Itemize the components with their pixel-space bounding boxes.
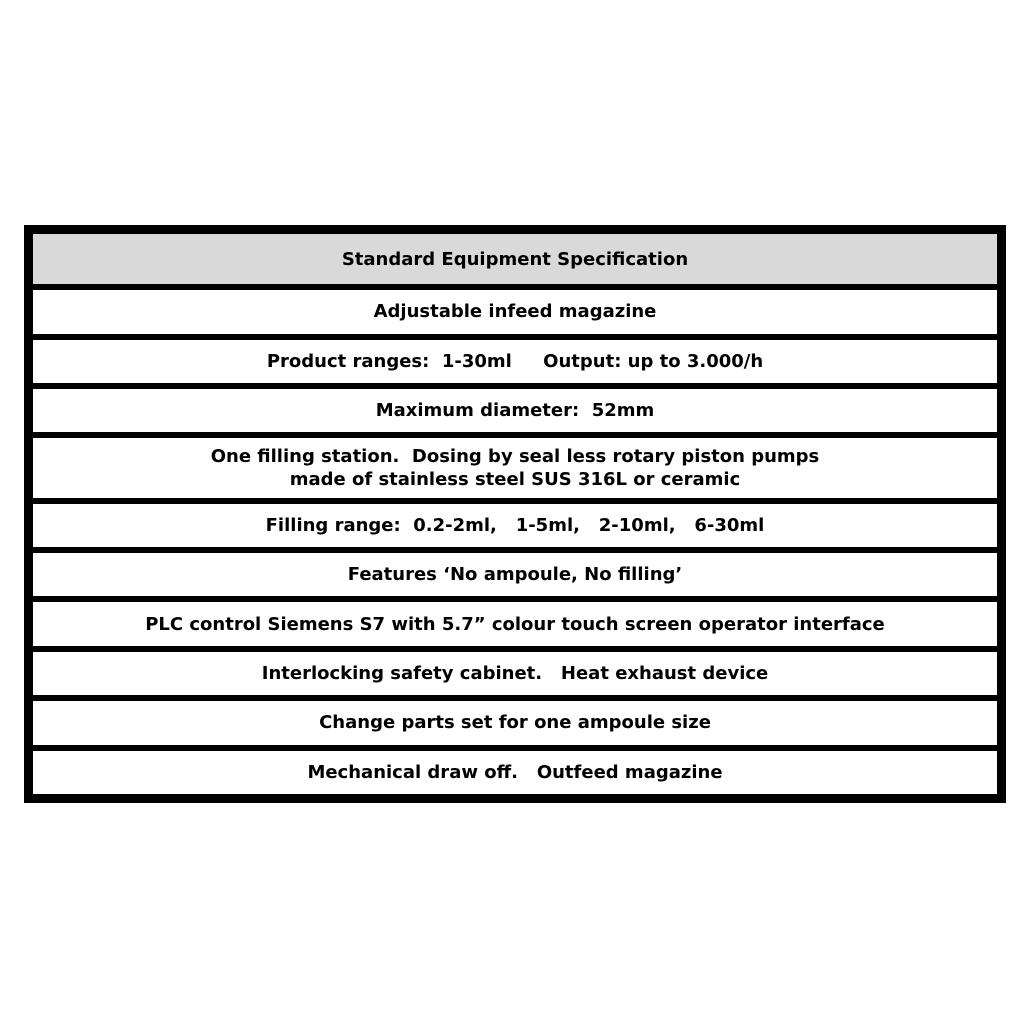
row-text: PLC control Siemens S7 with 5.7” colour touch screen operator interface [145,613,885,635]
row-text: Maximum diameter: 52mm [375,400,655,422]
table-row [33,701,997,744]
row-text: Change parts set for one ampoule size [319,712,711,734]
row-text-line-1: One filling station. Dosing by seal less rotary piston pumps [210,446,820,468]
table-header-title: Standard Equipment Specification [341,248,689,270]
table-row [33,504,997,547]
row-text: Product ranges: 1-30ml Output: up to 3.000/h [266,350,764,372]
specification-table [24,225,1006,803]
table-row [33,553,997,596]
table-row [33,751,997,794]
table-row [33,290,997,333]
table-row [33,340,997,383]
table-row [33,438,997,497]
table-row [33,652,997,695]
table-row [33,389,997,432]
row-text: Filling range: 0.2-2ml, 1-5ml, 2-10ml, 6-30ml [265,514,765,536]
row-text: Features ‘No ampoule, No filling’ [347,564,683,586]
row-text: Adjustable infeed magazine [373,301,657,323]
row-text: Mechanical draw off. Outfeed magazine [307,761,723,783]
row-text-line-2: made of stainless steel SUS 316L or ceramic [289,469,741,491]
row-text: Interlocking safety cabinet. Heat exhaust device [261,663,769,684]
table-header [33,234,997,284]
table-row [33,602,997,645]
